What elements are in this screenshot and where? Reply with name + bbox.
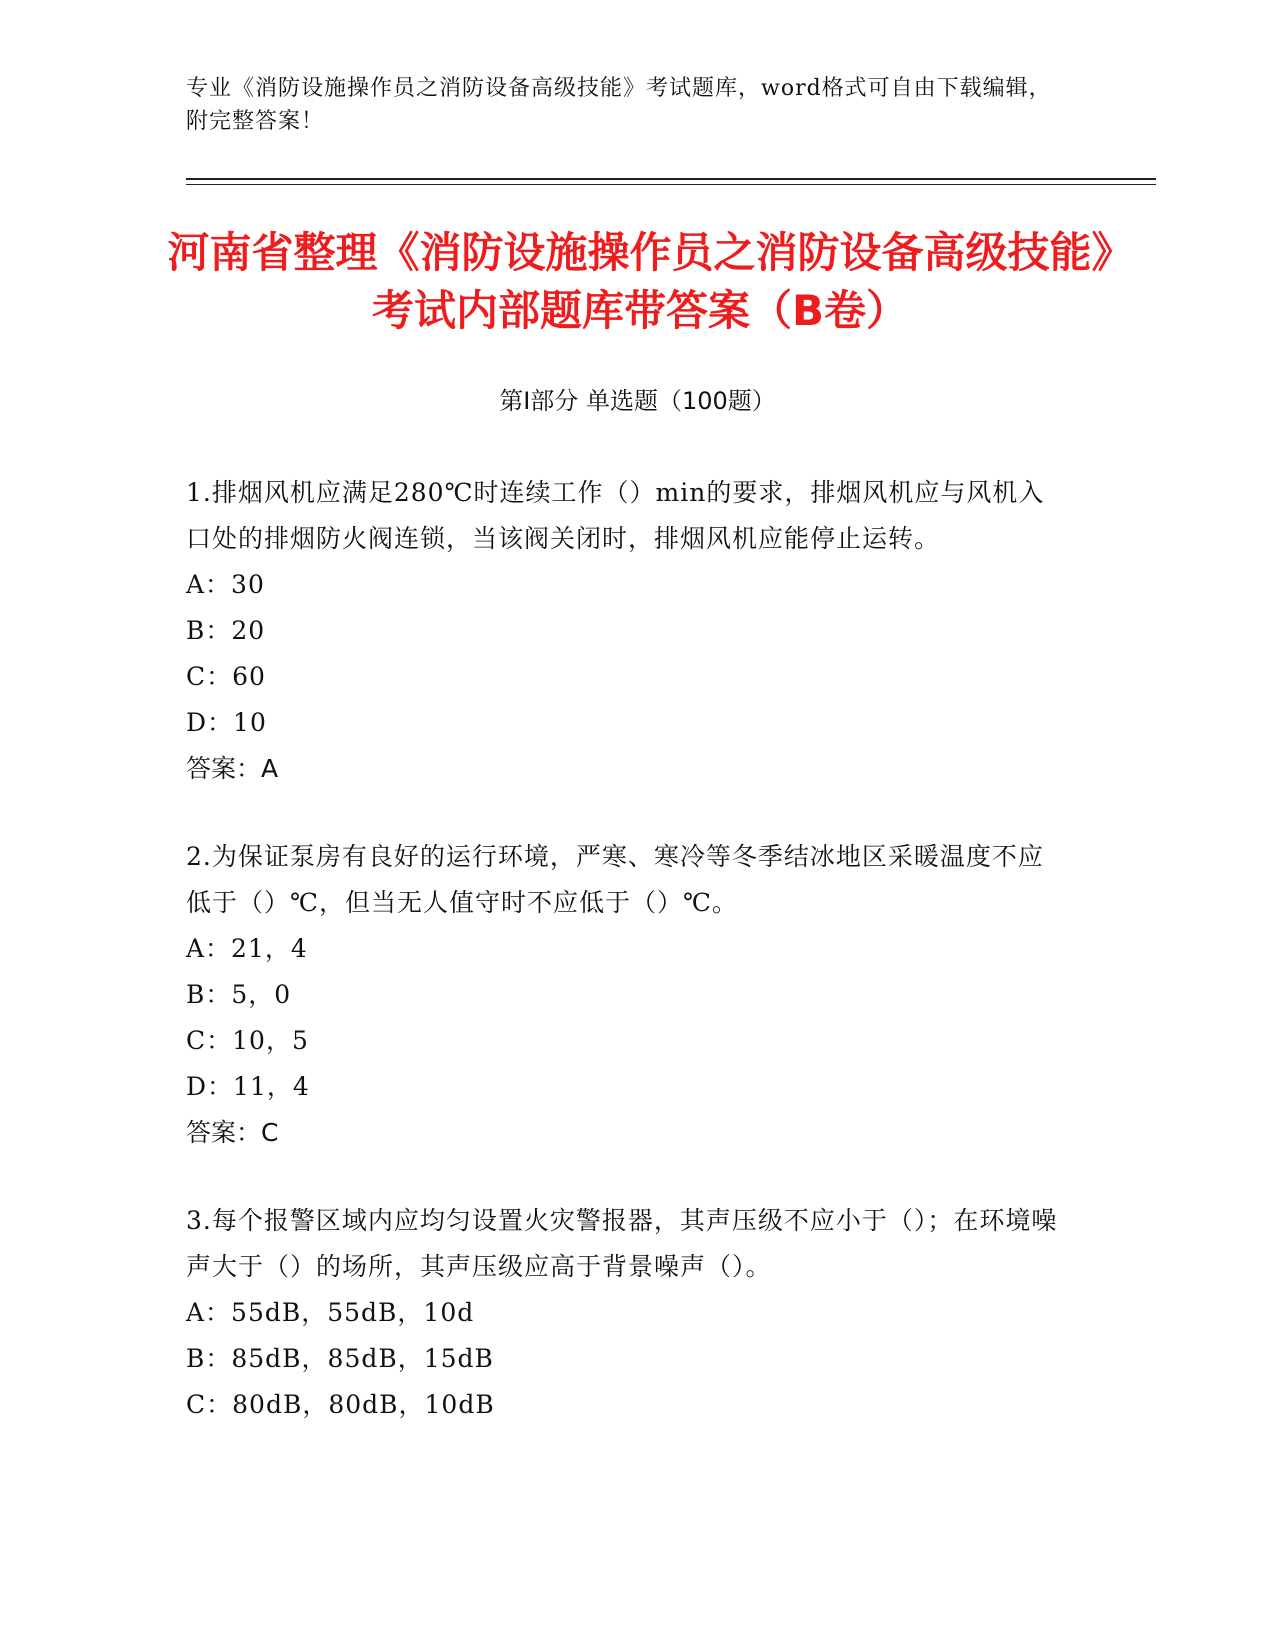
option-d: D：10 bbox=[186, 708, 267, 737]
answer-line: 答案：C bbox=[186, 1118, 279, 1147]
document-title: 河南省整理《消防设施操作员之消防设备高级技能》考试内部题库带答案（B卷） bbox=[167, 228, 1113, 335]
option-c: C：60 bbox=[186, 662, 266, 691]
option-a: A：30 bbox=[186, 570, 265, 599]
option-b: B：20 bbox=[186, 616, 266, 645]
header-note: 专业《消防设施操作员之消防设备高级技能》考试题库，word格式可自由下载编辑，附完整答案！ bbox=[186, 76, 1052, 134]
option-b: B：85dB，85dB，15dB bbox=[186, 1344, 494, 1373]
question-stem: 3.每个报警区域内应均匀设置火灾警报器，其声压级不应小于（）；在环境噪声大于（）的场所，其声压级应高于背景噪声（）。 bbox=[186, 1206, 1058, 1281]
option-a: A：21，4 bbox=[186, 934, 308, 963]
question-3 bbox=[186, 1198, 1066, 1428]
section-title: 第Ⅰ部分 单选题（100题） bbox=[499, 387, 776, 415]
question-2 bbox=[186, 834, 1066, 1156]
header-divider-thin bbox=[186, 184, 1156, 185]
option-c: C：10，5 bbox=[186, 1026, 309, 1055]
option-b: B：5，0 bbox=[186, 980, 292, 1009]
question-stem: 2.为保证泵房有良好的运行环境，严寒、寒冷等冬季结冰地区采暖温度不应低于（）℃，但当无人值守时不应低于（）℃。 bbox=[186, 842, 1044, 917]
option-d: D：11，4 bbox=[186, 1072, 310, 1101]
question-1 bbox=[186, 470, 1066, 792]
option-a: A：55dB，55dB，10d bbox=[186, 1298, 475, 1327]
answer-line: 答案：A bbox=[186, 754, 279, 783]
question-stem: 1.排烟风机应满足280℃时连续工作（）min的要求，排烟风机应与风机入口处的排烟防火阀连锁，当该阀关闭时，排烟风机应能停止运转。 bbox=[186, 478, 1045, 553]
question-list bbox=[186, 470, 1066, 1470]
header-divider-thick bbox=[186, 178, 1156, 180]
option-c: C：80dB，80dB，10dB bbox=[186, 1390, 495, 1419]
